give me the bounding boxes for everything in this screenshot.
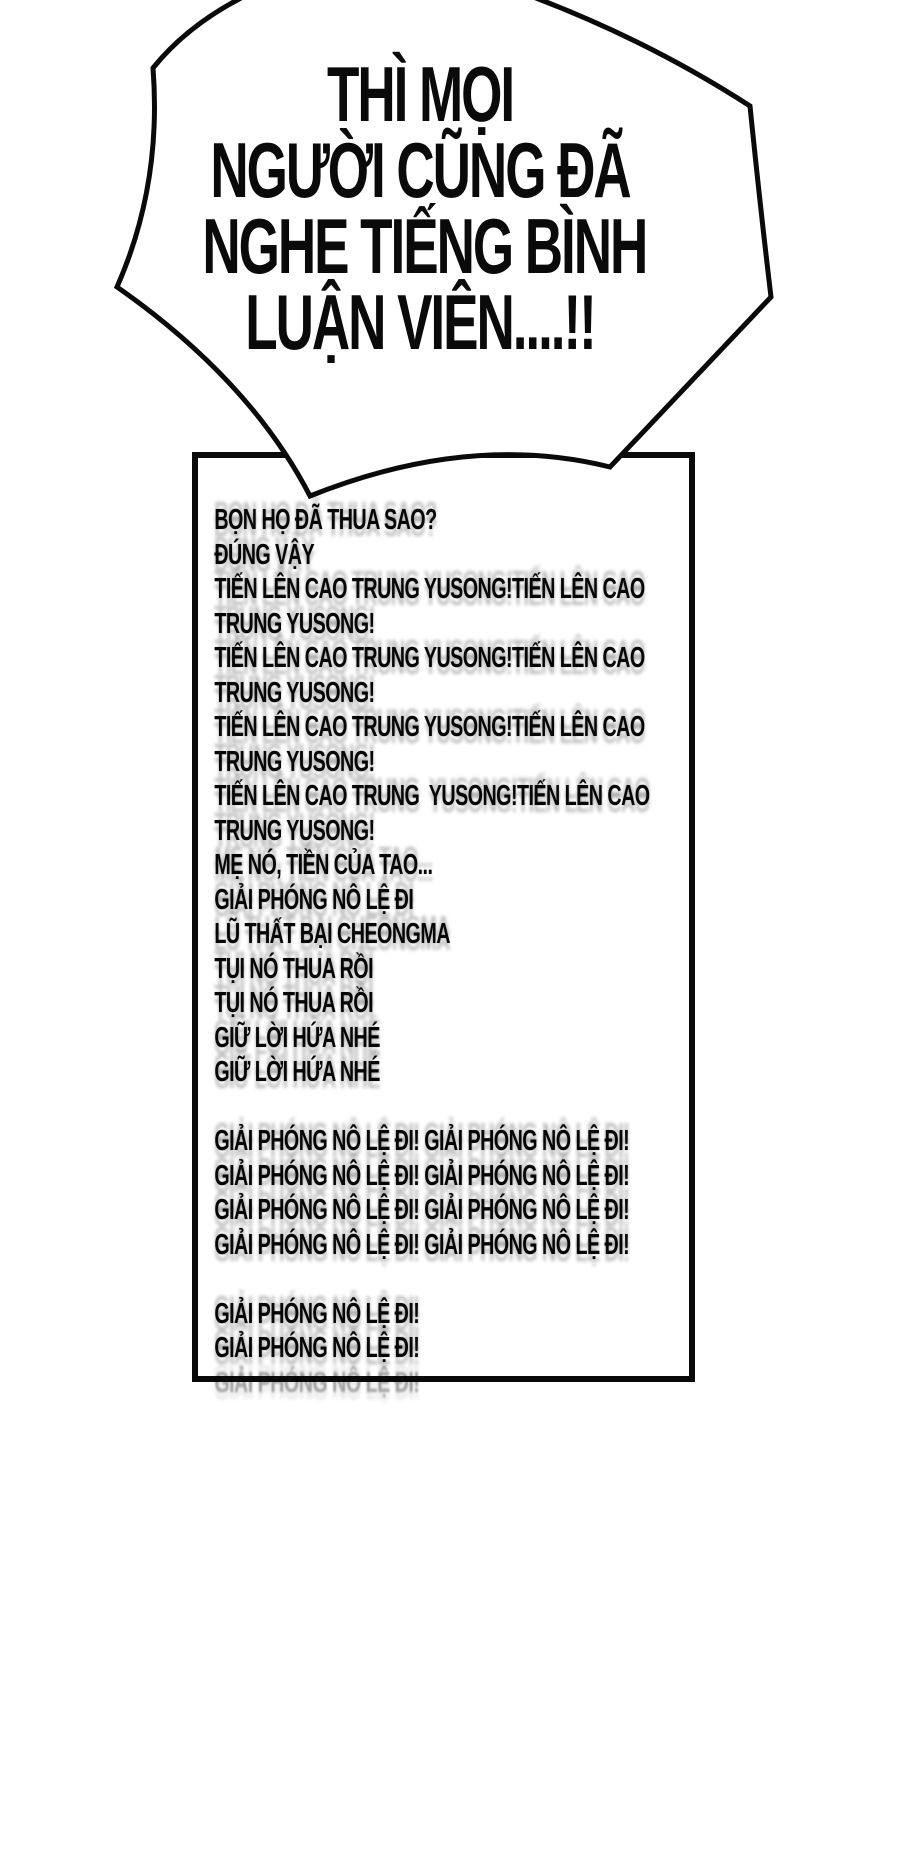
bubble-line-4: LUẬN VIÊN....!! — [245, 278, 595, 366]
comment-line: GIẢI PHÓNG NÔ LỆ ĐI! GIẢI PHÓNG NÔ LỆ ĐI! — [214, 1228, 630, 1261]
comment-line: TRUNG YUSONG! — [214, 745, 375, 778]
comment-line: TIẾN LÊN CAO TRUNG YUSONG!TIẾN LÊN CAO — [214, 573, 645, 605]
comment-box-rows — [198, 458, 650, 1400]
comment-line: TIẾN LÊN CAO TRUNG YUSONG!TIẾN LÊN CAO — [214, 780, 650, 812]
comment-line: GIỮ LỜI HỨA NHÉ — [214, 1056, 380, 1088]
comment-line: ĐÚNG VẬY — [214, 538, 315, 571]
comment-line: TIẾN LÊN CAO TRUNG YUSONG!TIẾN LÊN CAO — [214, 642, 645, 674]
bubble-line-3: NGHE TIẾNG BÌNH — [202, 202, 647, 290]
comment-line: GIẢI PHÓNG NÔ LỆ ĐI! — [214, 1332, 420, 1364]
blank-line — [214, 1262, 532, 1297]
comment-line: GIẢI PHÓNG NÔ LỆ ĐI! GIẢI PHÓNG NÔ LỆ ĐI! — [214, 1194, 630, 1226]
comment-line: GIẢI PHÓNG NÔ LỆ ĐI! — [214, 1297, 420, 1330]
comment-line: GIỮ LỜI HỨA NHÉ — [214, 1021, 380, 1054]
comment-line: MẸ NÓ, TIỀN CỦA TAO... — [214, 849, 433, 881]
bubble-line-2: NGƯỜI CŨNG ĐÃ — [210, 126, 630, 214]
bubble-line-1: THÌ MỌI — [326, 50, 514, 138]
comment-line: BỌN HỌ ĐÃ THUA SAO? — [214, 504, 437, 536]
comment-box — [192, 452, 695, 1399]
comment-line: TRUNG YUSONG! — [214, 607, 375, 640]
speech-bubble-text — [202, 50, 647, 366]
comment-line: TRUNG YUSONG! — [214, 814, 375, 847]
comment-line: LŨ THẤT BẠI CHEONGMA — [214, 918, 450, 950]
comment-line: GIẢI PHÓNG NÔ LỆ ĐI — [214, 883, 414, 916]
comment-line: TRUNG YUSONG! — [214, 676, 375, 709]
comment-line: TIẾN LÊN CAO TRUNG YUSONG!TIẾN LÊN CAO — [214, 711, 645, 743]
comment-line: GIẢI PHÓNG NÔ LỆ ĐI! GIẢI PHÓNG NÔ LỆ ĐI! — [214, 1159, 630, 1192]
comment-line: TỤI NÓ THUA RỒI — [214, 987, 374, 1019]
comment-line: GIẢI PHÓNG NÔ LỆ ĐI! GIẢI PHÓNG NÔ LỆ ĐI! — [214, 1125, 630, 1157]
blank-line — [214, 1090, 532, 1125]
comment-line: GIẢI PHÓNG NÔ LỆ ĐI! — [214, 1366, 420, 1399]
comment-line: TỤI NÓ THUA RỒI — [214, 952, 374, 985]
